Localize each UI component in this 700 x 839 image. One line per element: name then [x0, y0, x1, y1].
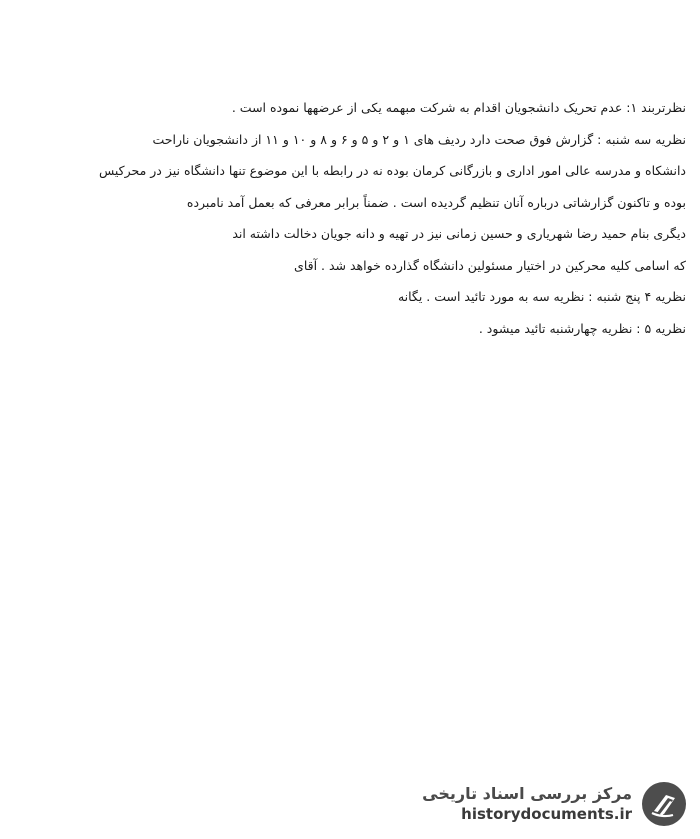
document-line: که اسامی کلیه محرکین در اختیار مسئولین دانشگاه گذارده خواهد شد . آقای	[294, 257, 686, 273]
document-line: دانشکاه و مدرسه عالی امور اداری و بازرگانی کرمان بوده نه در رابطه با این موضوع تنها دانشگاه نیز در محرکیس	[98, 163, 686, 178]
watermark-name: مرکز بررسی اسناد تاریخی	[422, 784, 632, 804]
document-body	[10, 92, 686, 344]
document-line: نظریه ۵ : نظریه چهارشنبه تائید میشود .	[478, 320, 686, 336]
watermark	[422, 777, 688, 831]
document-line: بوده و تاکنون گزارشاتی درباره آنان تنظیم گردیده است . ضمناً برابر معرفی که بعمل آمد نامبرده	[186, 194, 686, 210]
watermark-url: historydocuments.ir	[461, 805, 632, 824]
document-line: نظریه سه شنبه : گزارش فوق صحت دارد ردیف های ۱ و ۲ و ۵ و ۶ و ۸ و ۱۰ و ۱۱ از دانشجویان ناراحت	[152, 131, 686, 147]
archive-logo-icon	[640, 780, 688, 828]
watermark-text	[422, 785, 632, 822]
document-line: دیگری بنام حمید رضا شهریاری و حسین زمانی نیز در تهیه و دانه جویان دخالت داشته اند	[232, 226, 686, 241]
document-line: نظریه ۴ پنج شنبه : نظریه سه به مورد تائید است . یگانه	[397, 289, 686, 304]
document-line: نظرتربند ۱: عدم تحریک دانشجویان اقدام به شرکت مبهمه یکی از عرضهها نموده است .	[231, 100, 686, 115]
